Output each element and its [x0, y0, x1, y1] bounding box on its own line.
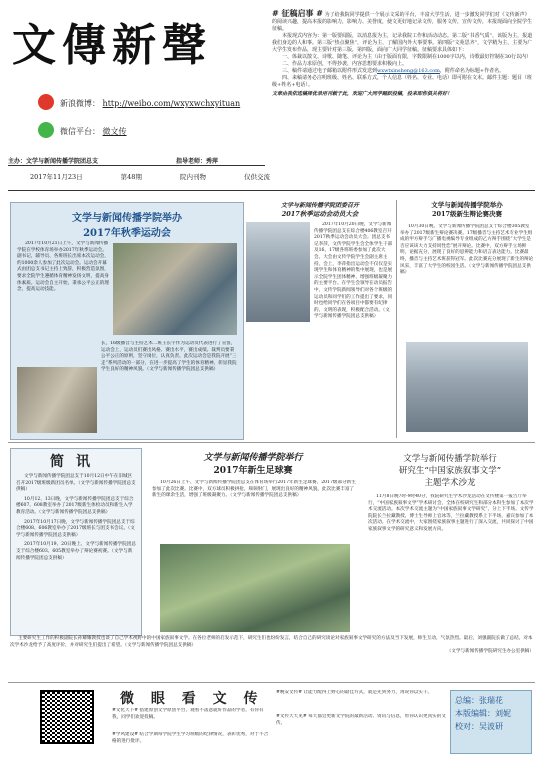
wechat-line [60, 126, 127, 137]
sports-body: 2017年10月21日上午，文学与新闻传播学院在学校体育场举办2017年秋季运动会。副书记、辅导员、各班班长出席本次运动会，约1000余人参加了此次运动会。运动会开幕式由团总支书记主持上致辞，积极营造氛围，要求全院学生遵循体育精神发扬文明，提高身体素质。运动会自主开始，秉承公平公正的理念，提高运动技能。 [17, 241, 109, 293]
call-email[interactable]: wxwtxinsheng@163.com [377, 68, 440, 74]
lecture-title-line2: 研究生“中国家族叙事文学” [398, 466, 502, 476]
meeting-title-line2: 2017秋季运动会动员大会 [281, 210, 359, 218]
wechat-item-2: #学风建设# 结合学期每学院学生学习班级的纪律情况，表彰优秀，对于不合格的进行批评。 [112, 732, 269, 744]
wechat-section-title: 微 眼 看 文 传 [120, 691, 264, 707]
lecture-body: 11月8日晚7时-9时40分，我院研究生学术沙龙活动在文传楼第一报告厅举行，“中国家族叙事文学”学术研讨会，全体在校研究生和部分本科生参加了本次学术交流活动。本次学术交流主题为“中国家族叙事文学研究”，分上下半场。文传学院院长兰拉藏教授、博士生导师上官冰等，兰拉藏教授系上下半场，嘉宾参加了本次活动。在学术交流中，大家围绕家族叙事主题进行了深入交流，共同探讨了中国家族叙事文学的研究意义和发展方向。 [368, 494, 534, 532]
call-for-papers [272, 10, 534, 190]
sports-caption: 长，16级播音与主持艺术二班王长宇作为运动员代表进行了宣誓，运动会上，运动员们赛出风格、赛出水平，赛出成绩。裁判员要秉公平公正的原则，坚守岗位，认真负责。此次运动会是我院开展“三走”系列活动的一部分，在进一步提高了学生的体育精神、彰显我院学生良好的精神风貌。（文学与新闻传播学院团总支供稿） [101, 341, 237, 373]
lecture-continued [10, 636, 534, 680]
sports-photo [113, 243, 237, 335]
weibo-label: 新浪微博： [60, 99, 100, 108]
circulation-note: 仅供交流 [243, 173, 270, 181]
lecture-article [366, 452, 534, 634]
chief-editor: 张瑞花 [479, 696, 503, 705]
top-divider [8, 190, 535, 191]
layout-editor: 刘妮 [495, 709, 511, 718]
issue-number: 第48期 [120, 173, 142, 181]
call-p5: 四、来稿请务必注明班级、姓名、联系方式，个人信息（姓名、专业、电话）即可附在文末。邮件主题：题目（班级+姓名+电话）。 [272, 75, 533, 88]
wechat-item-4: #文传天天见# 每天都会更新文学院的最新活动、资讯与信息，带你认识更真实的文传。 [276, 714, 446, 726]
issue-line [30, 172, 270, 181]
masthead [8, 8, 268, 168]
brief-title: 简讯 [50, 454, 102, 470]
meeting-body: 2017年10月20日晚，文学与新闻传播学院团总支在综合楼406教室召开2017秋季运动会动员大会。团总支书记李萍，文传学院学生会全体学生干部及16、17级各班班委参加了此次大会。大会由文传学院学生会副主席主持。会上，李萍指出运动会不仅仅是实现学生和体育精神的集中展现，也是展示全院学生团体精神、增强班级凝聚力的主要平台。在学生会领导在动员报告中，文传学院新闻领导们对各个班级的运动员和同学们的工作提出了要求，同时也给同学们在各项目中都要有纪律的、文明的表现，积极配合活动。（文学与新闻传播学院团总支供稿） [314, 222, 393, 320]
wechat-icon [38, 122, 54, 138]
football-photo [160, 544, 350, 632]
call-p1: 本报现式内容为：第一版要闻版，以消息报为主，记录我院工作和活动动态。第二版“书香气质”，该版为主，报道我们身边的人和事。第三版“热点聚焦”，评论为主，了解国内外大事要事。第四版“文苑思齐”，文学精为主，主要为广大学生发布作品，现主要针对第三版，第四版，面向广大同学征稿。征稿要求具体如下： [272, 33, 533, 53]
debate-title [400, 200, 534, 218]
football-title-line1: 文学与新闻传播学院举行 [203, 453, 303, 463]
sponsor: 主办：文学与新闻传播学院团总支 [8, 158, 99, 165]
sports-photo-small [17, 367, 97, 433]
weibo-link[interactable]: http://weibo.com/wxyxwchxyituan [102, 99, 241, 108]
meeting-article [246, 200, 394, 438]
weibo-line [60, 98, 240, 109]
debate-article [400, 200, 534, 438]
proof-label: 校对： [455, 722, 479, 731]
weibo-icon [38, 94, 54, 110]
debate-title-line2: 2017级新生辩论赛决赛 [431, 210, 503, 218]
col-divider-1 [396, 200, 397, 438]
meeting-photo [246, 222, 310, 322]
lecture-title [366, 452, 534, 488]
brief-item-3: 2017年10月17日晚，文学与新闻传播学院团总支于综合楼608、606教室举办了2017级班长与团支书会议。（文学与新闻传播学院团总支供稿） [16, 519, 135, 538]
debate-body: 10月30日晚，文学与新闻传播学院团总支于综合楼305教室举办了2017级新生辩论赛决赛。17级播音与主持艺术专业学生组成的甲方辩手与广播电视编导专业组成的乙方辩手围绕“大学生是否应该该大力支持同性恋”展开辩论。比赛中，双方辩手立场鲜明，论据充分，展现了良好的思辨能力和语言表达能力。比赛最终，播音与主持艺术班获得冠军。此次比赛充分展现了新生的辩论风采，丰富了大学生的校园生活。（文学与新闻传播学院团总支供稿） [400, 224, 534, 276]
call-p3: 二、作品力求原创，不得抄袭，内容思想要求积极向上。 [282, 61, 408, 67]
issue-date: 2017年11月23日 [30, 173, 83, 181]
football-body: 10月26日上午，文学与新闻传播学院团总支在体育场举行2017年新生足球赛，2017级部分新生参加了此次比赛。比赛中，双方球员积极拼抢，频频射门，展现出良好的精神风貌。此次比赛丰富了新生的课余生活，增强了班级凝聚力。（文学与新闻传播学院团总支供稿） [152, 480, 356, 499]
proof-editor: 吴波研 [479, 722, 503, 731]
brief-news [10, 448, 142, 636]
call-footer: 文章由我依选稿择优录用刊载于此，欢迎广大同学踊跃投稿，投来即你俱关将好！ [272, 91, 453, 97]
sports-title-line1: 文学与新闻传播学院举办 [72, 213, 182, 224]
brief-item-4: 2017年10月19、20日晚上，文学与新闻传播学院团总支于综合楼603、605教室举办了辩论赛初赛。（文学与新闻传播学院团总支供稿） [16, 542, 136, 561]
brief-item-2: 10月12、13日晚，文学与新闻传播学院团总支于综合楼607、608教室举办了2017级新生体检动员和新生入学教育活动。（文学与新闻传播学院团总支供稿） [16, 496, 134, 515]
debate-title-line1: 文学与新闻传播学院举办 [431, 201, 503, 209]
editors-box [450, 690, 532, 754]
wechat-label: 微信平台： [60, 127, 100, 136]
lecture-continued-body: 主要研究生工作的积极副院长孙耀耀教授也谈了自己学术视野中的中国家族叙事文学。在各位老师的启发示范下，研究生们也纷纷发言，结合自己的研究谈论对家族叙事文学研究的方法及当下发展，师生互动，气氛热烈。最后，刘强副院长做了总结，对本次学术沙龙给予了高度评价，并对研究生们提出了希望。（文学与新闻传播学院团总支供稿） [10, 636, 533, 648]
brief-item-1: 文学与新闻传播学院团总支于10月12日中午在旧城区召开2017级班级新团员名单。（文学与新闻传播学院团总支供稿） [16, 474, 136, 493]
masthead-divider [8, 165, 265, 166]
lecture-signature: （文学与新闻传播学院研究生办公室供稿） [446, 649, 534, 655]
mid-divider [8, 442, 535, 443]
sports-title [11, 209, 243, 239]
advisor: 指导老师：秀萍 [176, 158, 219, 165]
football-title-line2: 2017年新生足球赛 [213, 466, 293, 476]
call-p4: 三、稿件请通过电子邮箱以附件形式发送到 [282, 68, 378, 74]
meeting-title-line1: 文学与新闻传播学院团委召开 [280, 202, 359, 209]
lecture-title-line3: 主题学术沙龙 [424, 478, 476, 488]
meeting-title [246, 200, 394, 218]
layout-label: 本版编辑： [455, 709, 495, 718]
call-p4b: ，附件命名为标题+作者名。 [439, 68, 505, 74]
sports-article [10, 202, 244, 440]
circulation: 院内刊物 [179, 173, 206, 181]
lecture-title-line1: 文学与新闻传播学院举行 [403, 454, 497, 464]
bottom-divider [8, 682, 535, 683]
call-lead: 为了给我院同学提供一个展示文采的平台，丰富大学生活，进一步激发同学们对《文传新声》的阅读兴趣，提高本报的影响力，影响力、美誉度，使文更好地记录文传，服务文传，宣传文传，本报现面向全院学生征稿。 [272, 12, 533, 32]
football-title [146, 450, 360, 476]
football-article [146, 450, 360, 634]
sports-title-line2: 2017年秋季运动会 [83, 228, 171, 239]
wechat-item-1: #文化天下# 搭建原创文学原创平台，观看不落意就好作品的学者，有你有我，同学们欢迎投稿。 [112, 708, 264, 720]
chief-label: 总编： [455, 696, 479, 705]
qr-code [40, 690, 94, 744]
newspaper-title: 文傳新聲 [12, 20, 212, 71]
wechat-item-3: #晚安文传# 让能力配得上野心的最佳方式，就是先到努力，再说你以实干。 [276, 690, 433, 695]
debate-photo [406, 342, 528, 432]
wechat-name[interactable]: 微文传 [102, 127, 127, 136]
call-p2: 一、体裁以散文、诗歌、随笔、评论为主（由于版面有限，字数限制在1000字以内，诗歌最好控制在30行以内） [282, 54, 532, 60]
call-heading: # 征稿启事 # [272, 8, 323, 18]
